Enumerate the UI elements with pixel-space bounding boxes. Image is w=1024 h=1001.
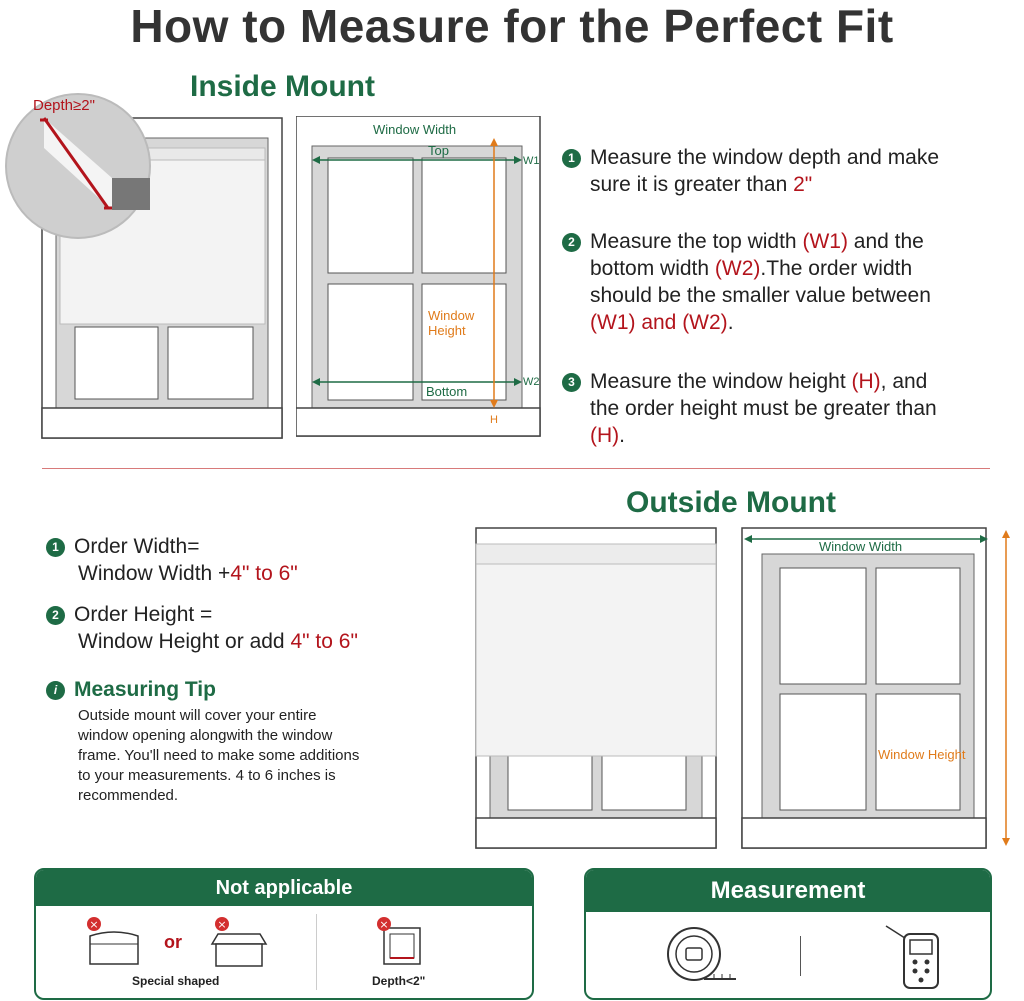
inside-mount-window-illustration [296, 116, 546, 446]
shallow-depth-icon [372, 914, 432, 974]
svg-text:×: × [379, 918, 389, 931]
top-label: Top [428, 143, 449, 158]
outside-mount-window-illustration [740, 526, 1024, 851]
svg-text:×: × [217, 918, 227, 931]
not-applicable-title: Not applicable [36, 870, 532, 906]
measurement-title: Measurement [586, 870, 990, 912]
tape-measure-icon [664, 922, 744, 988]
section-divider [42, 468, 990, 469]
inside-step-1: 1 Measure the window depth and make sure it is greater than 2" [562, 144, 1022, 198]
laser-meter-icon [878, 920, 950, 992]
inside-step-3: 3 Measure the window height (H), and the order height must be greater than (H). [562, 368, 1024, 449]
depth-caption: Depth<2" [372, 974, 426, 988]
outside-window-height-label: Window Height [878, 747, 966, 762]
measurement-separator [800, 936, 801, 976]
outside-mount-shade-illustration [474, 526, 719, 851]
depth-label: Depth≥2" [33, 97, 95, 114]
outside-mount-title: Outside Mount [626, 486, 836, 519]
not-applicable-panel [34, 868, 534, 1000]
outside-window-width-label: Window Width [819, 539, 903, 554]
measuring-tip-text: Outside mount will cover your entire window opening alongwith the window frame. You'll need to make some additions to your measurements. 4 to 6 inches is recommended. [78, 707, 360, 804]
special-shaped-caption: Special shaped [132, 974, 220, 988]
window-height-label-line1: Window [428, 308, 475, 323]
panel-separator [316, 914, 317, 990]
or-label: or [164, 932, 182, 952]
page-title: How to Measure for the Perfect Fit [130, 0, 894, 52]
inside-step-2: 2 Measure the top width (W1) and the bottom width (W2).The order width should be the smaller value between (W1) and (W2). [562, 228, 1022, 336]
window-height-label-line2: Height [428, 323, 466, 338]
svg-text:×: × [89, 918, 99, 931]
step-number: 2 [562, 233, 581, 252]
inside-window-width-label: Window Width [373, 122, 457, 137]
step-number: 3 [562, 373, 581, 392]
measurement-panel [584, 868, 992, 1000]
h-label: H [490, 414, 498, 426]
w1-label: W1 [523, 155, 540, 167]
w2-label: W2 [523, 376, 540, 388]
step-number: 2 [46, 606, 65, 625]
inside-mount-title: Inside Mount [190, 70, 375, 103]
step-number: 1 [562, 149, 581, 168]
inside-mount-shade-illustration [0, 82, 290, 442]
measuring-tip-heading: i Measuring Tip [46, 676, 216, 703]
step-number: 1 [46, 538, 65, 557]
bottom-label: Bottom [426, 384, 468, 399]
info-icon: i [46, 681, 65, 700]
outside-step-2: 2 Order Height = Window Height or add 4" to 6" [46, 601, 466, 655]
outside-step-1: 1 Order Width= Window Width +4" to 6" [46, 533, 466, 587]
